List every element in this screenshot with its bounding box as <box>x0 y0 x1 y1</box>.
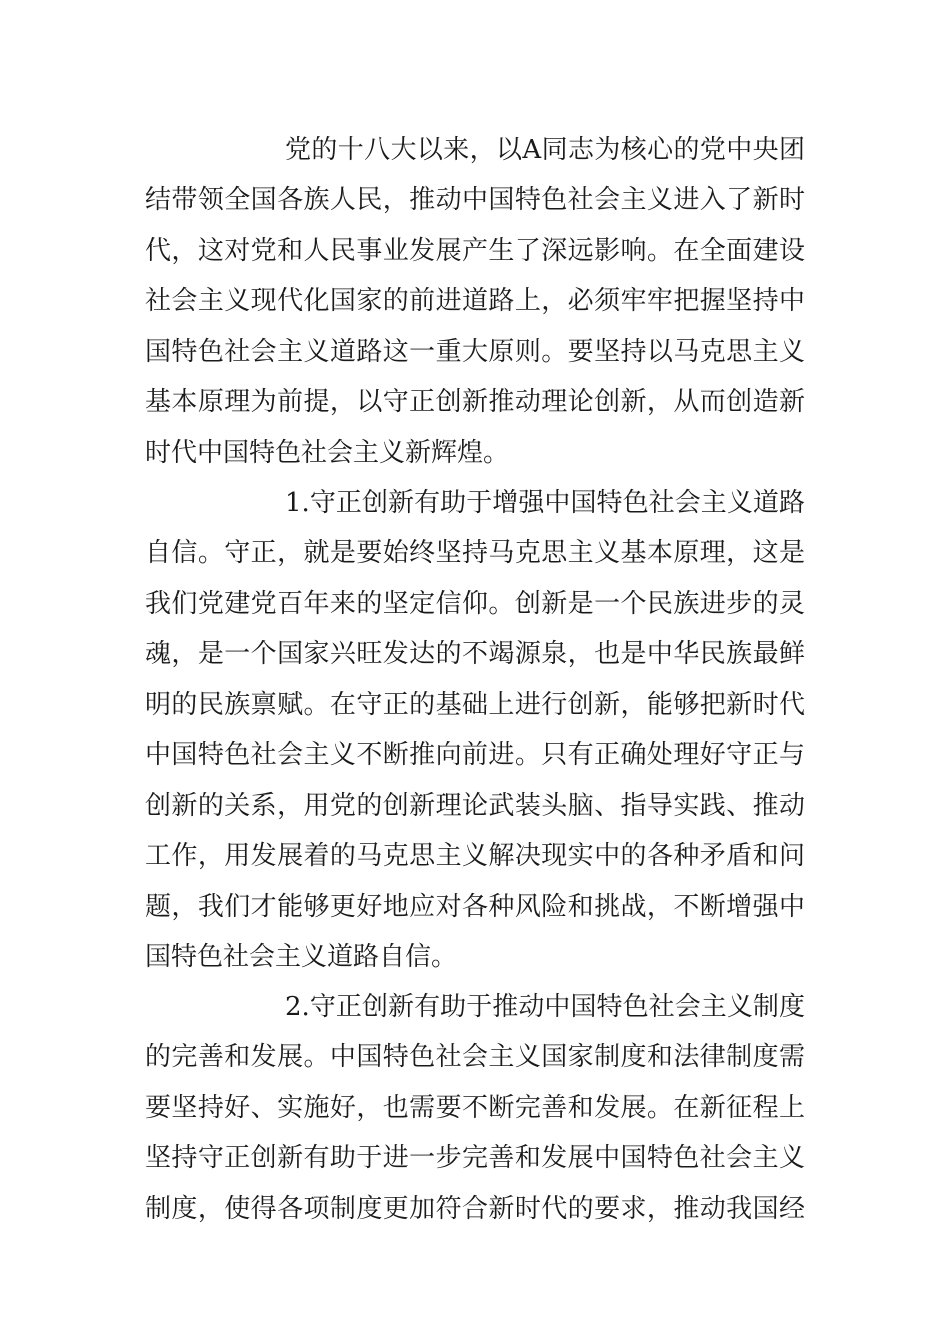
text-line: 基本原理为前提，以守正创新推动理论创新，从而创造新 <box>145 387 805 417</box>
text-line: 结带领全国各族人民，推动中国特色社会主义进入了新时 <box>145 185 805 215</box>
text-line: 社会主义现代化国家的前进道路上，必须牢牢把握坚持中 <box>145 286 805 316</box>
text-line: 自信。守正，就是要始终坚持马克思主义基本原理，这是 <box>145 538 805 568</box>
text-line: 国特色社会主义道路自信。 <box>145 942 458 972</box>
text-line: 时代中国特色社会主义新辉煌。 <box>145 438 510 468</box>
text-line: 1.守正创新有助于增强中国特色社会主义道路 <box>285 488 805 518</box>
text-line: 的完善和发展。中国特色社会主义国家制度和法律制度需 <box>145 1042 805 1072</box>
text-line: 创新的关系，用党的创新理论武装头脑、指导实践、推动 <box>145 791 805 821</box>
text-line: 党的十八大以来，以A同志为核心的党中央团 <box>285 135 805 165</box>
text-line: 明的民族禀赋。在守正的基础上进行创新，能够把新时代 <box>145 690 805 720</box>
text-line: 制度，使得各项制度更加符合新时代的要求，推动我国经 <box>145 1194 805 1224</box>
text-line: 国特色社会主义道路这一重大原则。要坚持以马克思主义 <box>145 337 805 367</box>
text-line: 题，我们才能够更好地应对各种风险和挑战，不断增强中 <box>145 892 805 922</box>
text-line: 工作，用发展着的马克思主义解决现实中的各种矛盾和问 <box>145 841 805 871</box>
text-line: 中国特色社会主义不断推向前进。只有正确处理好守正与 <box>145 740 805 770</box>
text-line: 坚持守正创新有助于进一步完善和发展中国特色社会主义 <box>145 1143 805 1173</box>
text-line: 要坚持好、实施好，也需要不断完善和发展。在新征程上 <box>145 1093 805 1123</box>
text-line: 魂，是一个国家兴旺发达的不竭源泉，也是中华民族最鲜 <box>145 639 805 669</box>
text-line: 我们党建党百年来的坚定信仰。创新是一个民族进步的灵 <box>145 589 805 619</box>
text-line: 2.守正创新有助于推动中国特色社会主义制度 <box>285 992 805 1022</box>
text-line: 代，这对党和人民事业发展产生了深远影响。在全面建设 <box>145 236 805 266</box>
